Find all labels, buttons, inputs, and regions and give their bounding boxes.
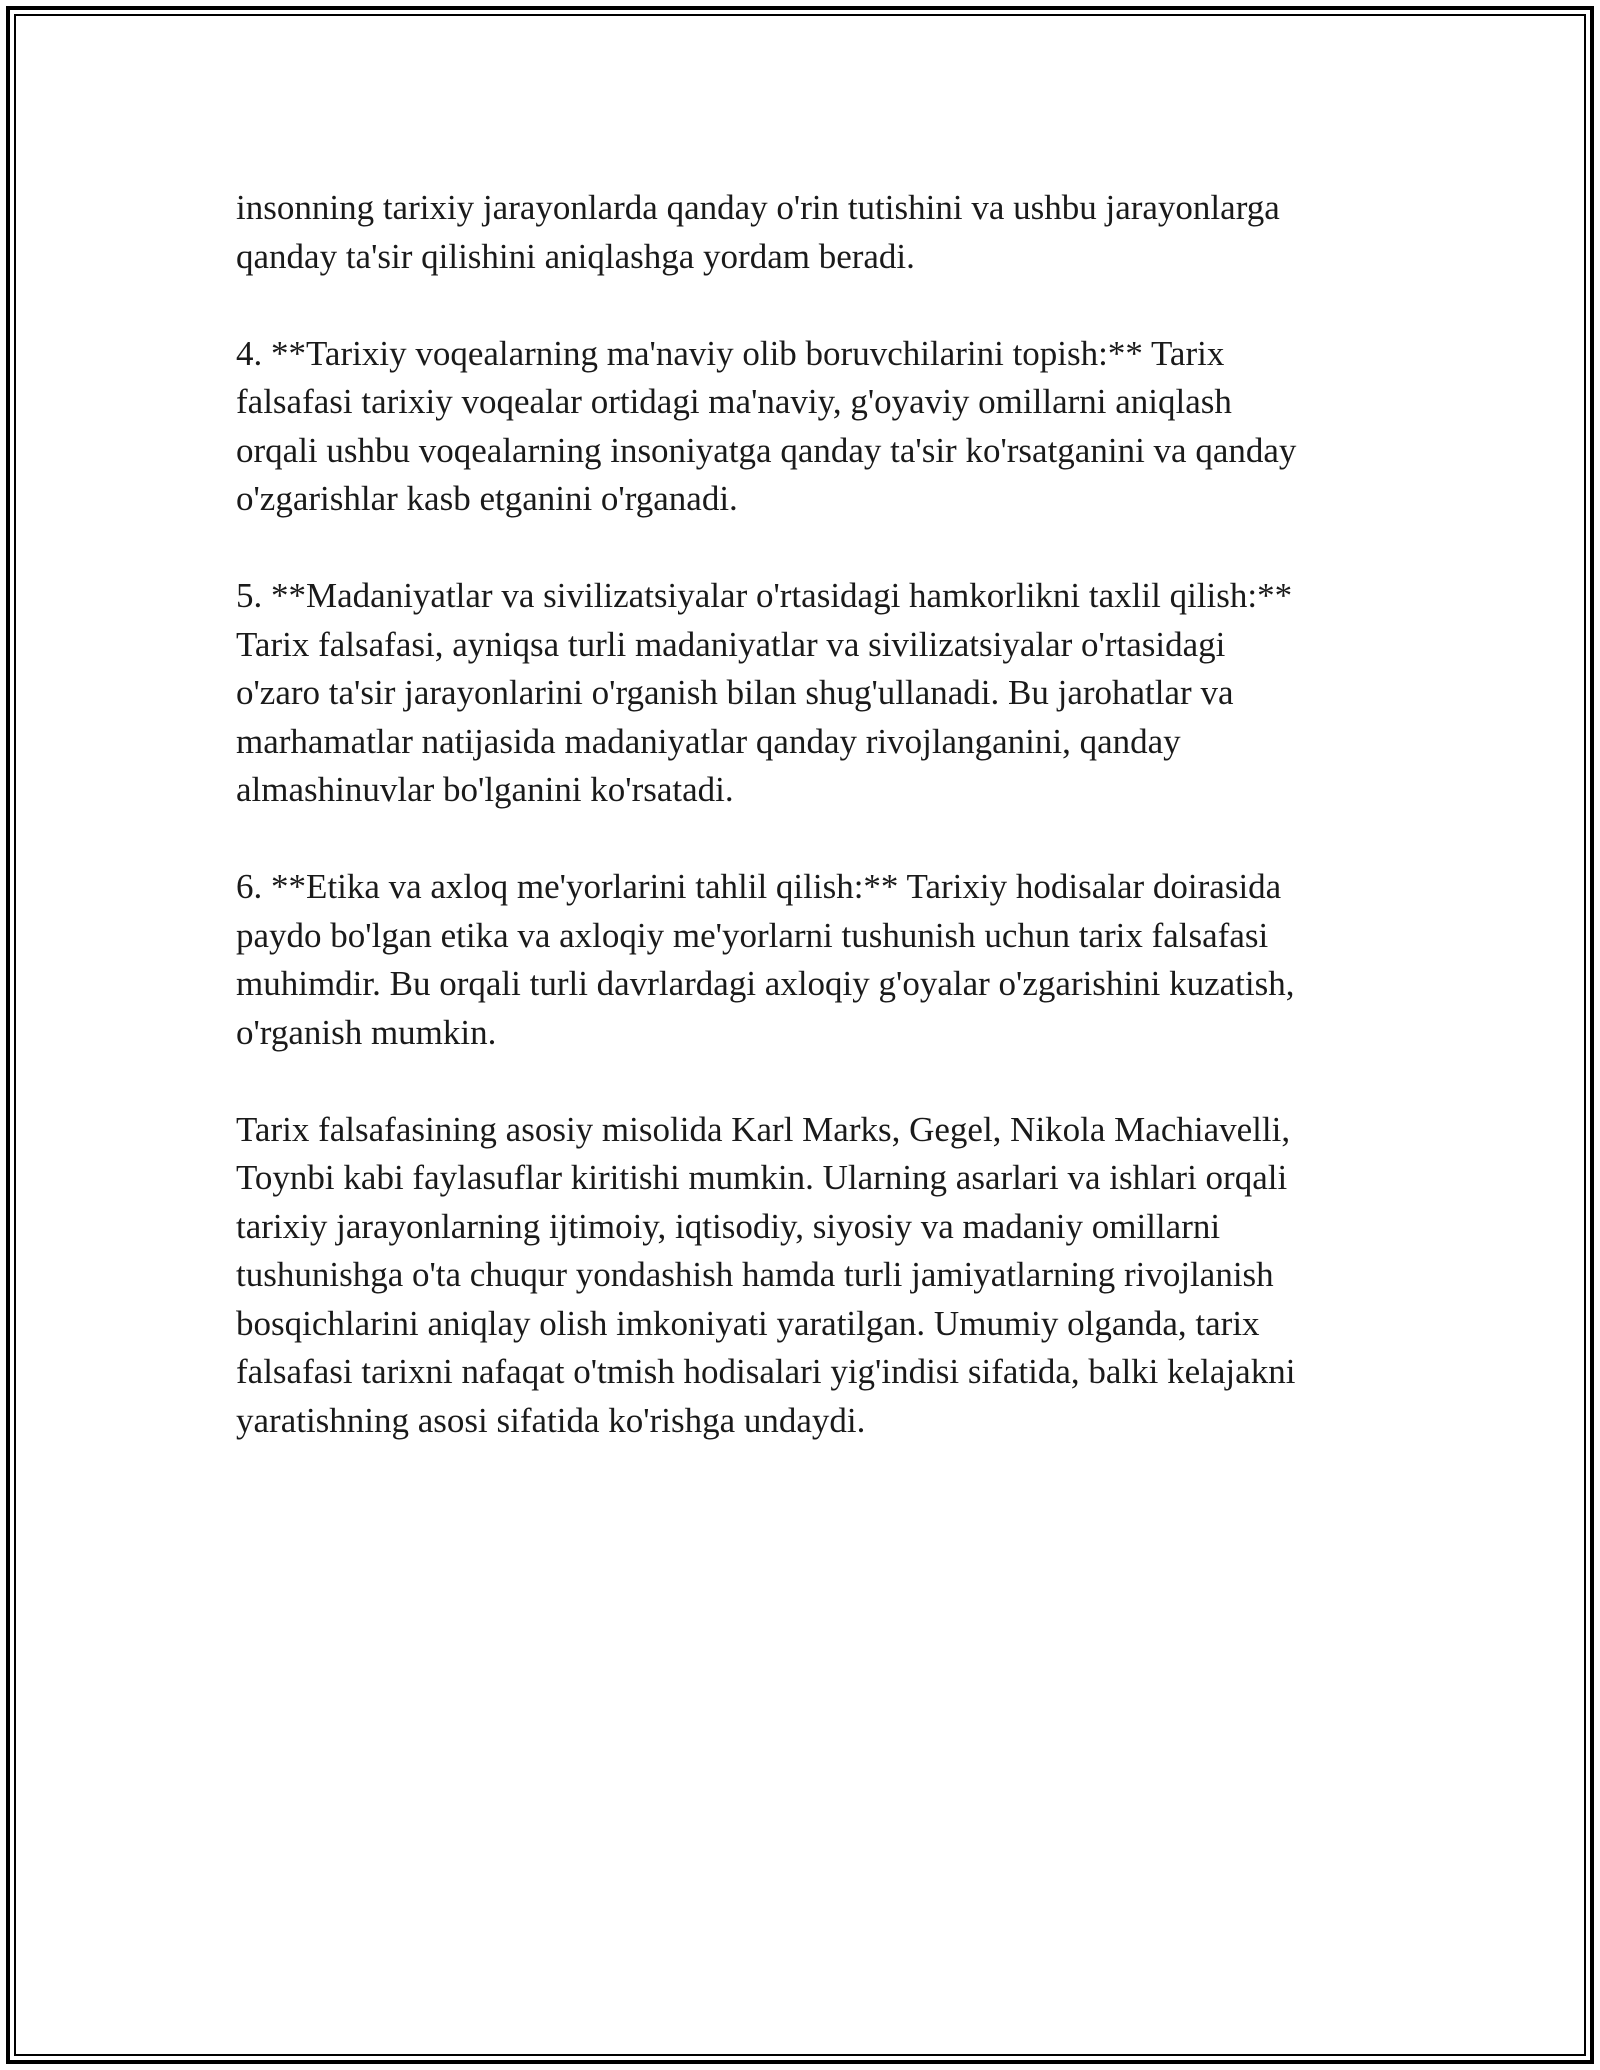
paragraph-item-5: 5. **Madaniyatlar va sivilizatsiyalar o'rtasidagi hamkorlikni taxlil qilish:** Tarix falsafasi, ayniqsa turli madaniyatlar va sivilizatsiyalar o'rtasidagi o'zaro ta'sir jarayonlarini o'rganish bilan shug'ullanadi. Bu jarohatlar va marhamatlar natijasida madaniyatlar qanday rivojlanganini, qanday almashinuvlar bo'lganini ko'rsatadi. — [236, 576, 1293, 809]
paragraph-item-6: 6. **Etika va axloq me'yorlarini tahlil qilish:** Tarixiy hodisalar doirasida paydo bo'lgan etika va axloqiy me'yorlarni tushunish uchun tarix falsafasi muhimdir. Bu orqali turli davrlardagi axloqiy g'oyalar o'zgarishini kuzatish, o'rganish mumkin. — [236, 867, 1295, 1052]
document-body — [236, 184, 1366, 1494]
paragraph-intro-continuation: insonning tarixiy jarayonlarda qanday o'rin tutishini va ushbu jarayonlarga qanday ta'sir qilishini aniqlashga yordam beradi. — [236, 188, 1280, 276]
paragraph-conclusion: Tarix falsafasining asosiy misolida Karl Marks, Gegel, Nikola Machiavelli, Toynbi kabi faylasuflar kiritishi mumkin. Ularning asarlari va ishlari orqali tarixiy jarayonlarning ijtimoiy, iqtisodiy, siyosiy va madaniy omillarni tushunishga o'ta chuqur yondashish hamda turli jamiyatlarning rivojlanish bosqichlarini aniqlay olish imkoniyati yaratilgan. Umumiy olganda, tarix falsafasi tarixni nafaqat o'tmish hodisalari yig'indisi sifatida, balki kelajakni yaratishning asosi sifatida ko'rishga undaydi. — [236, 1109, 1296, 1440]
paragraph-item-4: 4. **Tarixiy voqealarning ma'naviy olib boruvchilarini topish:** Tarix falsafasi tarixiy voqealar ortidagi ma'naviy, g'oyaviy omillarni aniqlash orqali ushbu voqealarning insoniyatga qanday ta'sir ko'rsatganini va qanday o'zgarishlar kasb etganini o'rganadi. — [236, 333, 1297, 518]
